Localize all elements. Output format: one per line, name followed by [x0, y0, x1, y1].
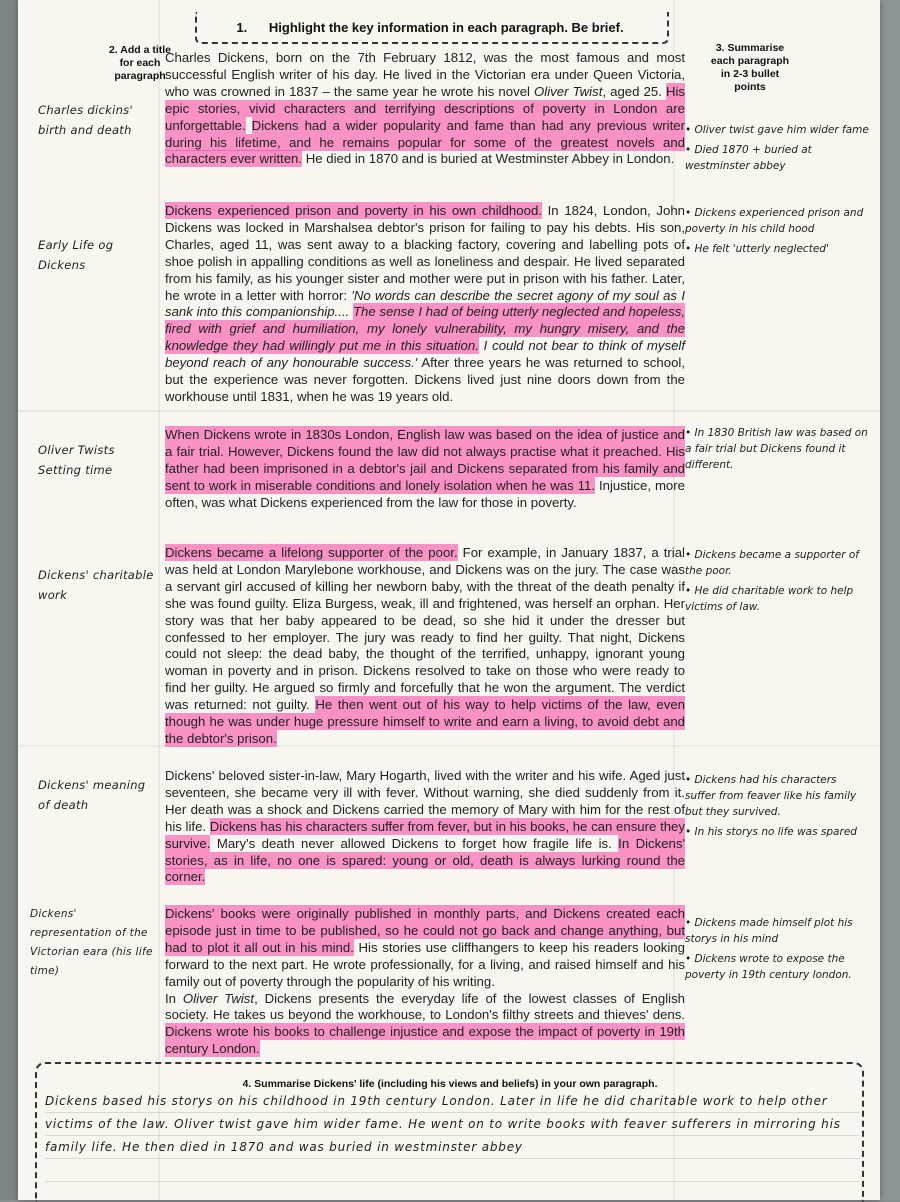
bullet-point: • Died 1870 + buried at westminster abbey [685, 142, 870, 174]
body-text: Mary's death never allowed Dickens to forget how fragile life is. [210, 835, 619, 851]
bullet-point: • Dickens experienced prison and poverty in his child hood [685, 205, 870, 237]
highlighted-text: Dickens has his characters suffer from fever, but in his books, he can ensure they survive. [165, 818, 685, 851]
body-text: In [165, 990, 183, 1006]
fold-line [18, 410, 880, 412]
body-text: Oliver Twist [534, 83, 603, 99]
body-text: Injustice, more often, was what Dickens experienced from the law for those in poverty. [165, 477, 685, 510]
left-column-title: 2. Add a title for each paragraph [108, 44, 172, 82]
ruled-line [45, 1181, 860, 1182]
highlighted-text: In Dickens' stories, as in life, no one is spared: young or old, death is always lurking round the corner. [165, 835, 685, 885]
bullet-point: • Dickens became a supporter of the poor. [685, 547, 870, 579]
right-column-title: 3. Summarise each paragraph in 2-3 bullet points [710, 42, 790, 93]
paragraph-title-handwritten: Oliver Twists Setting time [38, 443, 115, 477]
highlighted-text: Dickens wrote his books to challenge injustice and expose the impact of poverty in 19th century London. [165, 1024, 685, 1057]
highlighted-text: He then went out of his way to help victims of the law, even though he was under huge pressure himself to write and earn a living, to avoid debt and the debtor's prison. [165, 697, 685, 746]
paragraph-text [165, 545, 685, 748]
body-text: I could not bear to think of myself beyond reach of any honourable success.' [165, 338, 686, 371]
highlighted-text: Dickens experienced prison and poverty in his own childhood. [165, 203, 542, 218]
body-text: He died in 1870 and is buried at Westminster Abbey in London. [302, 151, 675, 167]
body-text: His stories use cliffhangers to keep his readers looking forward to the next part. He wrote professionally, for a living, and raised himself and his family out of poverty through the popularity of his writing. [165, 939, 685, 989]
body-text: 'No words can describe the secret agony of my soul as I sank into this companionship.... [165, 287, 685, 320]
bullet-summary [685, 772, 870, 844]
highlighted-text: His epic stories, vivid characters and terrifying descriptions of poverty in London are unforgettable. [165, 83, 686, 133]
body-text: Charles Dickens, born on the 7th February 1812, was the most famous and most successful English writer of his day. He lived in the Victorian era under Queen Victoria, who was crowned in 1837 – the same year he wrote his novel [165, 50, 685, 99]
body-text: For example, in January 1837, a trial was held at London Marylebone workhouse, and Dickens was on the jury. The case was a servant girl accused of killing her newborn baby, with the threat of the death penalty if she was found guilty. Eliza Burgess, weak, ill and frightened, was herself an orphan. Her story was that her baby appeared to be dead, so she hid it under the dresser but confessed to her employer. The jury was ready to find her guilty. That night, Dickens could not sleep: the dead baby, the thought of the terrified, unhappy, ignorant young woman in poverty and in prison. Dickens resolved to take on those who were ready to find her guilty. He argued so firmly and forcefully that he won the argument. The verdict was returned: not guilty. [165, 545, 685, 713]
heading-text: Highlight the key information in each paragraph. Be brief. [268, 20, 624, 35]
summary-handwritten-answer: Dickens based his storys on his childhood in 19th century London. Later in life he did charitable work to help other victims of the law. Oliver twist gave him wider fame. He went on to write books with feaver sufferers in mirroring his family life. He then died in 1870 and was buried in westminster abbey [45, 1094, 841, 1154]
paragraph-text [165, 203, 685, 406]
bullet-list [685, 205, 870, 257]
paragraph-title-handwritten: Dickens' charitable work [38, 568, 154, 602]
highlighted-text: Dickens became a lifelong supporter of the poor. [165, 545, 458, 560]
bullet-summary [685, 547, 870, 619]
paragraph-text [165, 50, 685, 168]
body-text [246, 118, 252, 133]
bullet-point: • He did charitable work to help victims of law. [685, 583, 870, 615]
highlighted-text: When Dickens wrote in 1830s London, English law was based on the idea of justice and a fair trial. However, Dickens found the law did not always practise what it preached. His father had been imprisoned in a debtor's jail and Dickens separated from his family and sent to work in miserable conditions and lonely isolation when he was 11. [165, 427, 685, 493]
body-text: Dickens' beloved sister-in-law, Mary Hogarth, lived with the writer and his wife. Aged just seventeen, she became very ill with fever. Without warning, she died suddenly from it. Her death was a shock and Dickens carried the memory of Mary with him for the rest of his life. [165, 768, 685, 834]
bullet-list [685, 547, 870, 615]
bullet-list [685, 772, 870, 840]
bullet-point: • Oliver twist gave him wider fame [685, 122, 870, 138]
worksheet-heading [220, 20, 640, 35]
bullet-point: • Dickens made himself plot his storys in his mind [685, 915, 870, 947]
paragraph-text [165, 427, 685, 512]
bullet-point: • Dickens had his characters suffer from feaver like his family but they survived. [685, 772, 870, 820]
fold-line [158, 0, 160, 1200]
body-text: In 1824, London, John Dickens was locked in Marshalsea debtor's prison for failing to pay his debts. His son, Charles, aged 11, was sent away to a blacking factory, covering and labelling pots of shoe polish in appalling conditions as well as loneliness and despair. He lived separated from his family, as his younger sister and mother were put in prison with his father. Later, he wrote in a letter with horror: [165, 203, 685, 303]
paragraph-title-handwritten: Early Life og Dickens [38, 238, 114, 272]
paragraph-text [165, 906, 685, 1058]
bullet-point: • In 1830 British law was based on a fair trial but Dickens found it different. [685, 425, 870, 473]
body-text: After three years he was returned to school, but the experience was never forgotten. Dickens lived just nine doors down from the workhouse until 1831, when he was 19 years old. [165, 355, 685, 404]
body-text: , aged 25. [602, 83, 666, 99]
highlighted-text: Dickens' books were originally published in monthly parts, and Dickens created each episode just in time to be published, so he could not go back and change anything, but had to plot it all out in his mind. [165, 906, 685, 955]
bullet-point: • Dickens wrote to expose the poverty in 19th century london. [685, 951, 870, 983]
heading-number: 1. [236, 20, 248, 35]
paragraph-title-handwritten: Dickens' representation of the Victorian eara (his life time) [30, 908, 153, 977]
bullet-summary [685, 425, 870, 477]
bullet-point: • He felt 'utterly neglected' [685, 241, 870, 257]
bullet-summary [685, 205, 870, 261]
body-text: , Dickens presents the everyday life of the lowest classes of English society. He takes us beyond the workhouse, to London's filthy streets and thieves' dens. [165, 990, 685, 1023]
paragraph-title-handwritten: Charles dickins' birth and death [38, 103, 133, 137]
bullet-list [685, 425, 870, 473]
bullet-summary [685, 122, 870, 178]
highlighted-text: Dickens had a wider popularity and fame than had any previous writer during his lifetime, and he remains popular for some of the greatest novels and characters ever written. [165, 117, 685, 167]
highlighted-text: The sense I had of being utterly neglected and hopeless, fired with grief and humiliation, my lonely vulnerability, my hungry misery, and the knowledge they had willingly put me in this situation. [165, 304, 685, 354]
summary-title: 4. Summarise Dickens' life (including his views and beliefs) in your own paragraph. [242, 1078, 658, 1090]
body-text: Oliver Twist [182, 990, 255, 1006]
bullet-list [685, 915, 870, 983]
bullet-point: • In his storys no life was spared [685, 824, 870, 840]
bullet-summary [685, 915, 870, 987]
bullet-list [685, 122, 870, 174]
paragraph-title-handwritten: Dickens' meaning of death [38, 778, 146, 812]
paragraph-text [165, 768, 685, 886]
